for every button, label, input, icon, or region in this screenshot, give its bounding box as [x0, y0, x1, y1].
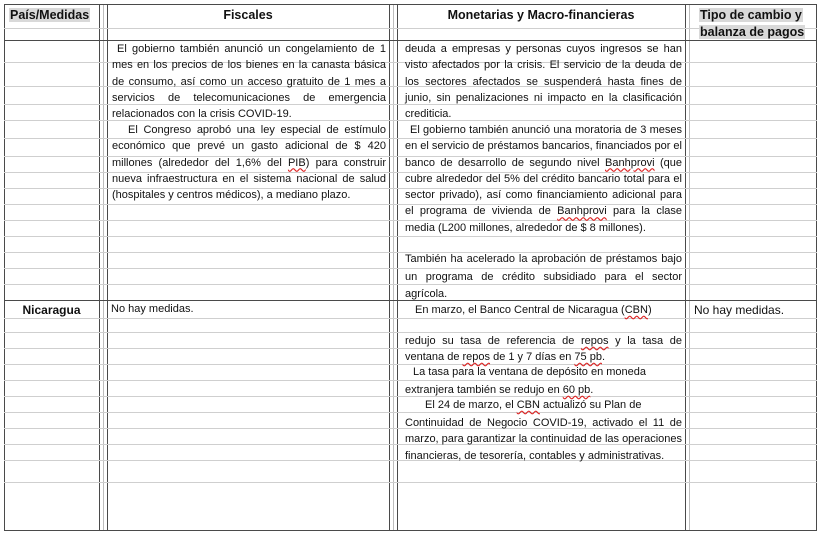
table-grid-line — [4, 412, 817, 413]
fiscal-text: El Congreso aprobó una ley especial de estímulo económico que prevé un gasto adicional de $ 420 millones (alrededor del 1,6% del — [112, 124, 386, 169]
spellcheck-word: repos — [462, 351, 491, 363]
nicaragua-fiscal: No hay medidas. — [111, 303, 194, 315]
monetary-text: de 1 y 7 días en — [490, 351, 575, 363]
spellcheck-word: Banhprovi — [557, 205, 607, 218]
spellcheck-word: 75 pb — [574, 351, 602, 363]
spellcheck-word: Banhprovi — [605, 156, 655, 169]
nicaragua-monetary-line — [405, 382, 593, 398]
nicaragua-monetary-line — [405, 349, 605, 365]
monetary-text: El gobierno también anunció una moratoria de 3 meses en el servicio de préstamos bancarios, financiados por el banco de desarrollo de segundo nivel — [405, 124, 682, 169]
table-border — [4, 530, 817, 531]
nicaragua-monetary-line — [425, 397, 641, 413]
nicaragua-monetary-line — [413, 364, 646, 380]
monetary-text: ventana de — [405, 351, 463, 363]
monetary-text: Continuidad de Negocio COVID-19, activado el 11 de marzo, para garantizar la continuidad de las operaciones financieras, de tesorería, contables y administrativas. — [405, 417, 682, 462]
fiscal-text: El gobierno también anunció un congelamiento de 1 mes en los precios de los bienes en la canasta básica de consumo, así como un acceso gratuito de 1 mes a servicios de telecomunicaciones de emergencia relacionados con la crisis COVID-19. — [112, 43, 386, 121]
header-country — [9, 7, 99, 24]
table-border — [4, 4, 817, 5]
monetary-text: . — [590, 384, 594, 396]
monetary-text: para la clase media (L200 millones, alrededor de $ 8 millones). — [405, 205, 682, 234]
fiscal-text: ) para construir nueva infraestructura en el sistema nacional de salud (hospitales y centros médicos), a mediano plazo. — [112, 156, 386, 202]
monetary-paragraph-deuda — [405, 41, 682, 122]
table-grid-line — [4, 236, 817, 237]
spellcheck-word: PIB — [287, 156, 306, 169]
nicaragua-monetary-line — [415, 302, 652, 318]
nicaragua-exchange: No hay medidas. — [694, 303, 785, 317]
monetary-text: . — [601, 351, 606, 363]
fiscal-paragraph-congreso — [112, 122, 386, 203]
spellcheck-word: CBN — [624, 304, 648, 316]
monetary-text: (que cubre alrededor del 5% del crédito bancario total para el sector privado), así como financiamiento adicional para el programa de vivienda de — [405, 156, 682, 218]
monetary-paragraph-agricola — [405, 251, 682, 304]
spellcheck-word: repos — [580, 335, 609, 347]
table-grid-line — [4, 28, 817, 29]
monetary-text: La tasa para la ventana de depósito en moneda — [413, 366, 647, 378]
monetary-text: extranjera también se redujo en — [405, 384, 563, 396]
monetary-text: actualizó su Plan de — [539, 399, 642, 411]
country-nicaragua: Nicaragua — [22, 303, 81, 317]
monetary-text: También ha acelerado la aprobación de préstamos bajo un programa de crédito subsidiado para el sector agrícola. — [405, 253, 682, 300]
spellcheck-word: 60 pb — [562, 384, 591, 396]
monetary-text: deuda a empresas y personas cuyos ingresos se han visto afectados por la crisis. El servicio de la deuda de los sectores afectados se suspenderá hasta fines de junio, sin penalizaciones ni impacto en la clasificación crediticia. — [405, 43, 682, 121]
header-fiscal: Fiscales — [223, 8, 273, 22]
monetary-paragraph-moratoria — [405, 122, 682, 236]
nicaragua-monetary-paragraph — [405, 415, 682, 464]
header-exchange — [699, 7, 811, 41]
header-country-label: País/Medidas — [10, 8, 90, 22]
table-grid-line — [4, 380, 817, 381]
spellcheck-word: CBN — [516, 399, 540, 411]
monetary-text: redujo su tasa de referencia de — [405, 335, 581, 347]
monetary-text: y la tasa de — [608, 335, 682, 347]
header-exchange-line1: Tipo de cambio y — [700, 8, 802, 22]
header-monetary: Monetarias y Macro-financieras — [447, 8, 635, 22]
fiscal-paragraph-congelamiento — [112, 41, 386, 122]
monetary-text: El 24 de marzo, el — [425, 399, 517, 411]
header-exchange-line2: balanza de pagos — [700, 25, 805, 39]
table-grid-line — [4, 482, 817, 483]
monetary-text: En marzo, el Banco Central de Nicaragua ( — [415, 304, 625, 316]
nicaragua-monetary-line — [405, 333, 682, 349]
monetary-text: ) — [647, 304, 652, 316]
